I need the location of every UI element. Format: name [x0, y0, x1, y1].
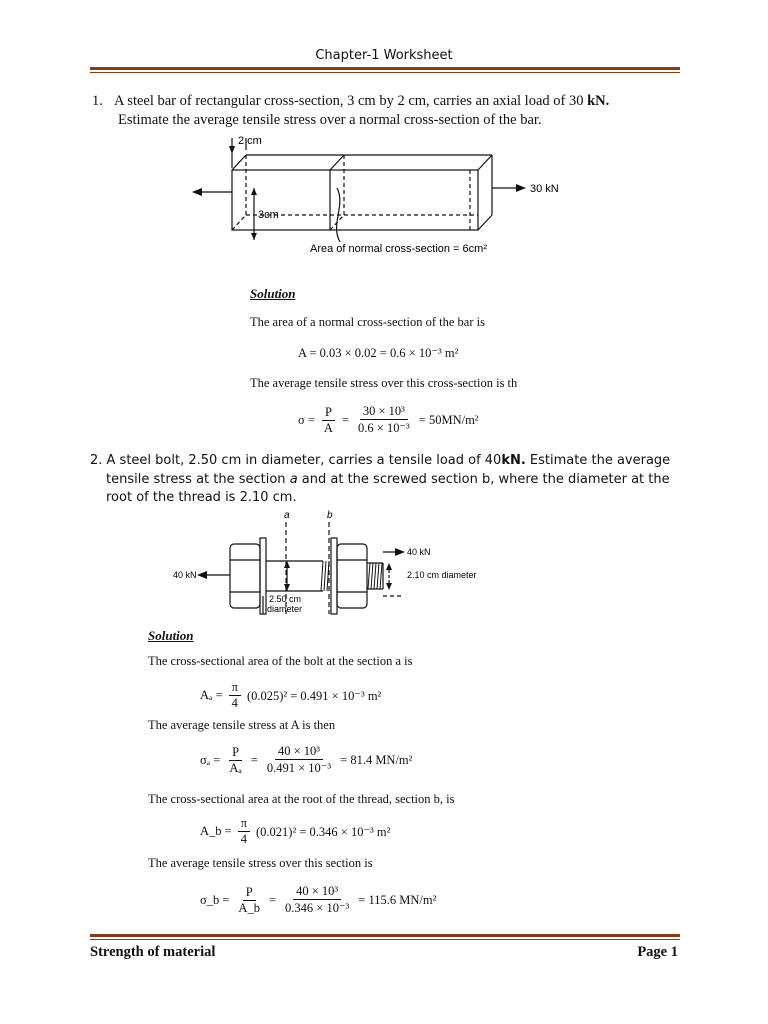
q2-solution-text2: The average tensile stress at A is then [148, 718, 336, 732]
q2-eq2-num: 40 × 10³ [275, 744, 323, 760]
q2-eq4-den: 0.346 × 10⁻³ [285, 901, 350, 915]
q2-eq2-result: = 81.4 MN/m² [340, 752, 413, 767]
footer-page-number: Page 1 [637, 944, 678, 960]
q1-eq-num: 30 × 10³ [360, 404, 408, 420]
q2-eq3-rhs: (0.021)² = 0.346 × 10⁻³ m² [256, 824, 391, 839]
q1-eq-frac-values [355, 404, 413, 436]
question-2-line1a: 2. A steel bolt, 2.50 cm in diameter, carries a tensile load of 40 [90, 453, 502, 468]
q2-eq4-a: A_b [238, 900, 260, 915]
label-shank-dia-1: 2.50 cm [269, 594, 302, 604]
q1-solution-text1: The area of a normal cross-section of the bar is [250, 315, 485, 329]
question-2-line2a: tensile stress at the section [106, 471, 290, 487]
q2-eq2-frac-pa [226, 745, 244, 776]
label-section-a: a [284, 510, 290, 521]
q1-equation-stress [298, 404, 479, 436]
q2-solution-text1: The cross-sectional area of the bolt at the section a is [148, 654, 413, 668]
q1-eq-frac-pa [321, 405, 336, 436]
q2-equation-stress-a [200, 744, 412, 776]
label-area: Area of normal cross-section = 6cm² [310, 243, 487, 255]
label-shank-dia-2: diameter [267, 604, 303, 614]
label-load-right: 40 kN [407, 547, 431, 557]
q2-equation-area-b [200, 816, 390, 847]
q2-equation-stress-b [200, 884, 436, 916]
q2-eq4-equals: = [268, 892, 277, 907]
question-1-unit: kN. [587, 93, 610, 109]
q2-eq2-frac-values [264, 744, 334, 776]
q2-eq3-pi: π [238, 816, 250, 832]
bar-front-face [232, 170, 478, 230]
footer-course-title: Strength of material [90, 944, 216, 960]
q1-eq-den: 0.6 × 10⁻³ [358, 421, 410, 435]
q2-eq4-frac-values [282, 884, 352, 916]
q2-eq2-a: Aₐ [229, 760, 242, 775]
question-2-line2b: and at the screwed section b, where the diameter at the [297, 471, 670, 487]
footer-rule-thick [90, 934, 680, 937]
question-1 [92, 92, 692, 130]
question-1-number: 1. [92, 93, 103, 109]
q2-eq1-pi: π [229, 680, 241, 696]
q1-solution-heading: Solution [250, 286, 296, 301]
q2-solution-heading: Solution [148, 628, 194, 643]
q2-eq3-lhs: A_b = [200, 824, 232, 838]
q2-eq4-lhs: σ_b = [200, 892, 230, 907]
q2-eq1-rhs: (0.025)² = 0.491 × 10⁻³ m² [246, 688, 382, 703]
load-arrow-right [516, 184, 526, 192]
question-2 [90, 452, 690, 508]
footer-rule-thin [90, 939, 680, 940]
question-2-line3: root of the thread is 2.10 cm. [106, 490, 297, 505]
question-2-section-a: a [289, 471, 298, 487]
figure-steel-bar [190, 130, 570, 255]
question-1-line1: A steel bar of rectangular cross-section, 3 cm by 2 cm, carries an axial load of 30 [114, 93, 588, 109]
q1-eq-a: A [323, 420, 333, 435]
q1-equation-area: A = 0.03 × 0.02 = 0.6 × 10⁻³ m² [298, 346, 459, 360]
q2-equation-area-a [200, 680, 381, 711]
q1-eq-p: P [322, 405, 335, 421]
q1-eq-result: = 50MN/m² [418, 412, 479, 427]
question-2-unit: kN. [501, 453, 526, 468]
q2-eq3-frac [238, 816, 250, 847]
q2-eq1-four: 4 [231, 696, 238, 710]
q1-eq-sigma: σ = [298, 412, 315, 427]
figure-bolt [165, 508, 495, 620]
question-2-line1b: Estimate the average [525, 453, 671, 468]
q2-solution-text3: The cross-sectional area at the root of the thread, section b, is [148, 792, 455, 806]
label-load: 30 kN [530, 183, 559, 195]
q2-eq2-den: 0.491 × 10⁻³ [266, 761, 332, 775]
load-arrow-left [192, 188, 202, 196]
q2-eq1-frac [229, 680, 241, 711]
header-rule-thin [90, 72, 680, 73]
q2-eq2-p: P [229, 745, 242, 761]
header-rule-thick [90, 67, 680, 70]
q1-solution-text2: The average tensile stress over this cross-section is th [250, 376, 518, 390]
label-root-diameter: 2.10 cm diameter [407, 570, 477, 580]
label-height: 3cm [258, 209, 279, 221]
q2-eq4-num: 40 × 10³ [293, 884, 341, 900]
q2-eq2-equals: = [250, 752, 258, 767]
label-width: 2 cm [238, 135, 262, 147]
q2-eq4-frac-pa [235, 885, 263, 916]
page-header-title: Chapter-1 Worksheet [315, 48, 453, 63]
question-1-line2: Estimate the average tensile stress over a normal cross-section of the bar. [118, 112, 542, 128]
q2-eq4-p: P [243, 885, 256, 901]
q2-eq3-four: 4 [240, 832, 247, 846]
q1-eq-equals: = [341, 412, 350, 427]
q2-eq4-result: = 115.6 MN/m² [358, 892, 437, 907]
q2-eq1-lhs: Aₐ = [200, 688, 223, 702]
q2-solution-text4: The average tensile stress over this section is [148, 856, 373, 870]
label-load-left: 40 kN [173, 570, 197, 580]
label-section-b: b [327, 510, 333, 521]
q2-eq2-lhs: σₐ = [200, 752, 221, 767]
